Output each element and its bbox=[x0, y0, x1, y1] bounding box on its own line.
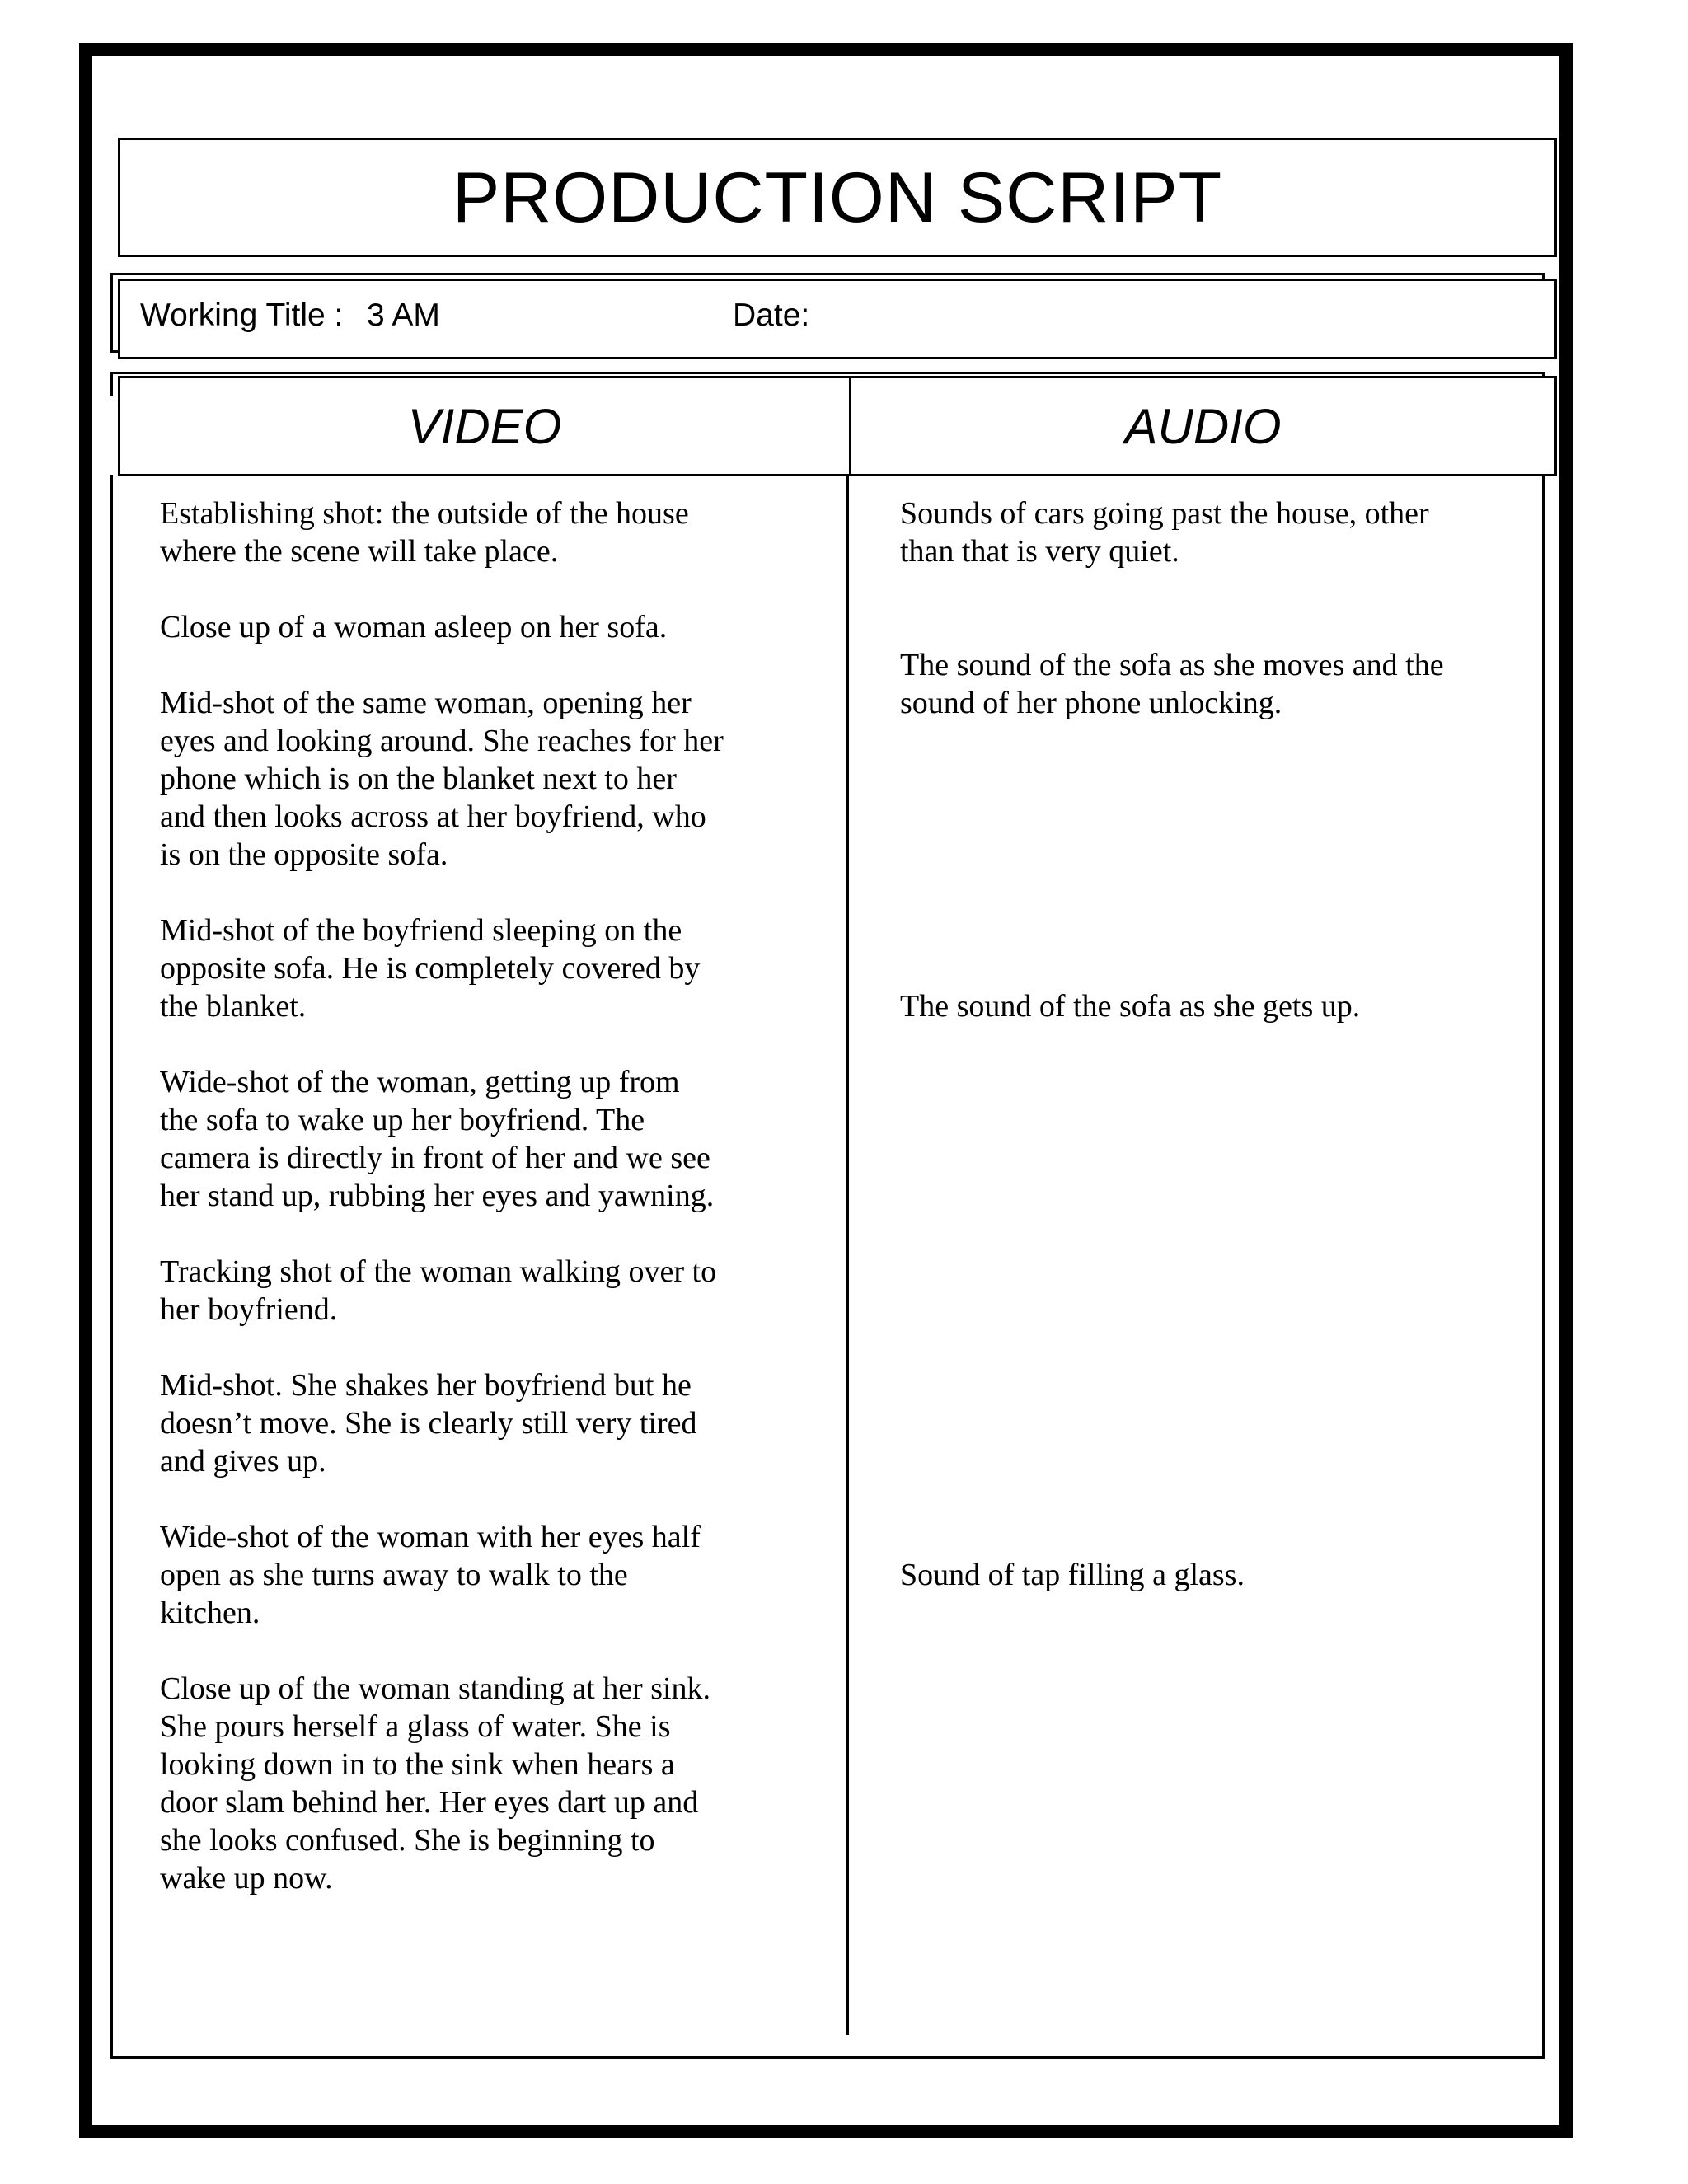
video-shot-2: Close up of a woman asleep on her sofa. bbox=[160, 610, 668, 644]
video-shot-4: Mid-shot of the boyfriend sleeping on the opposite sofa. He is completely covered by the blanket. bbox=[160, 913, 701, 1024]
column-header-row bbox=[118, 376, 1557, 476]
video-column-header: VIDEO bbox=[407, 398, 562, 454]
video-shot-7: Mid-shot. She shakes her boyfriend but he doesn’t move. She is clearly still very tired and gives up. bbox=[160, 1368, 697, 1479]
audio-cue-3: The sound of the sofa as she gets up. bbox=[900, 989, 1361, 1024]
working-title-value: 3 AM bbox=[367, 298, 440, 333]
video-shot-6: Tracking shot of the woman walking over to her boyfriend. bbox=[160, 1254, 717, 1327]
video-shot-8: Wide-shot of the woman with her eyes half open as she turns away to walk to the kitchen. bbox=[160, 1520, 701, 1630]
video-shot-5: Wide-shot of the woman, getting up from the sofa to wake up her boyfriend. The camera is directly in front of her and we see her stand up, rubbing her eyes and yawning. bbox=[160, 1065, 715, 1213]
date-label: Date: bbox=[733, 298, 810, 333]
page-title: PRODUCTION SCRIPT bbox=[452, 157, 1223, 237]
video-shot-3: Mid-shot of the same woman, opening her eyes and looking around. She reaches for her phone which is on the blanket next to her and then looks across at her boyfriend, who is on the opposite sofa. bbox=[160, 686, 724, 872]
video-shot-1: Establishing shot: the outside of the house where the scene will take place. bbox=[160, 496, 689, 569]
working-title-label: Working Title : bbox=[140, 298, 344, 333]
audio-cue-1: Sounds of cars going past the house, other than that is very quiet. bbox=[900, 496, 1429, 569]
video-shot-9: Close up of the woman standing at her sink. She pours herself a glass of water. She is looking down in to the sink when hears a door slam behind her. Her eyes dart up and she looks confused. She is beginning to wake up now. bbox=[160, 1671, 711, 1896]
info-box bbox=[118, 279, 1557, 359]
audio-column-header: AUDIO bbox=[1124, 398, 1282, 454]
column-divider bbox=[846, 475, 849, 2035]
audio-cue-2: The sound of the sofa as she moves and the sound of her phone unlocking. bbox=[900, 648, 1444, 720]
title-box bbox=[118, 138, 1557, 257]
audio-cue-4: Sound of tap filling a glass. bbox=[900, 1558, 1245, 1592]
